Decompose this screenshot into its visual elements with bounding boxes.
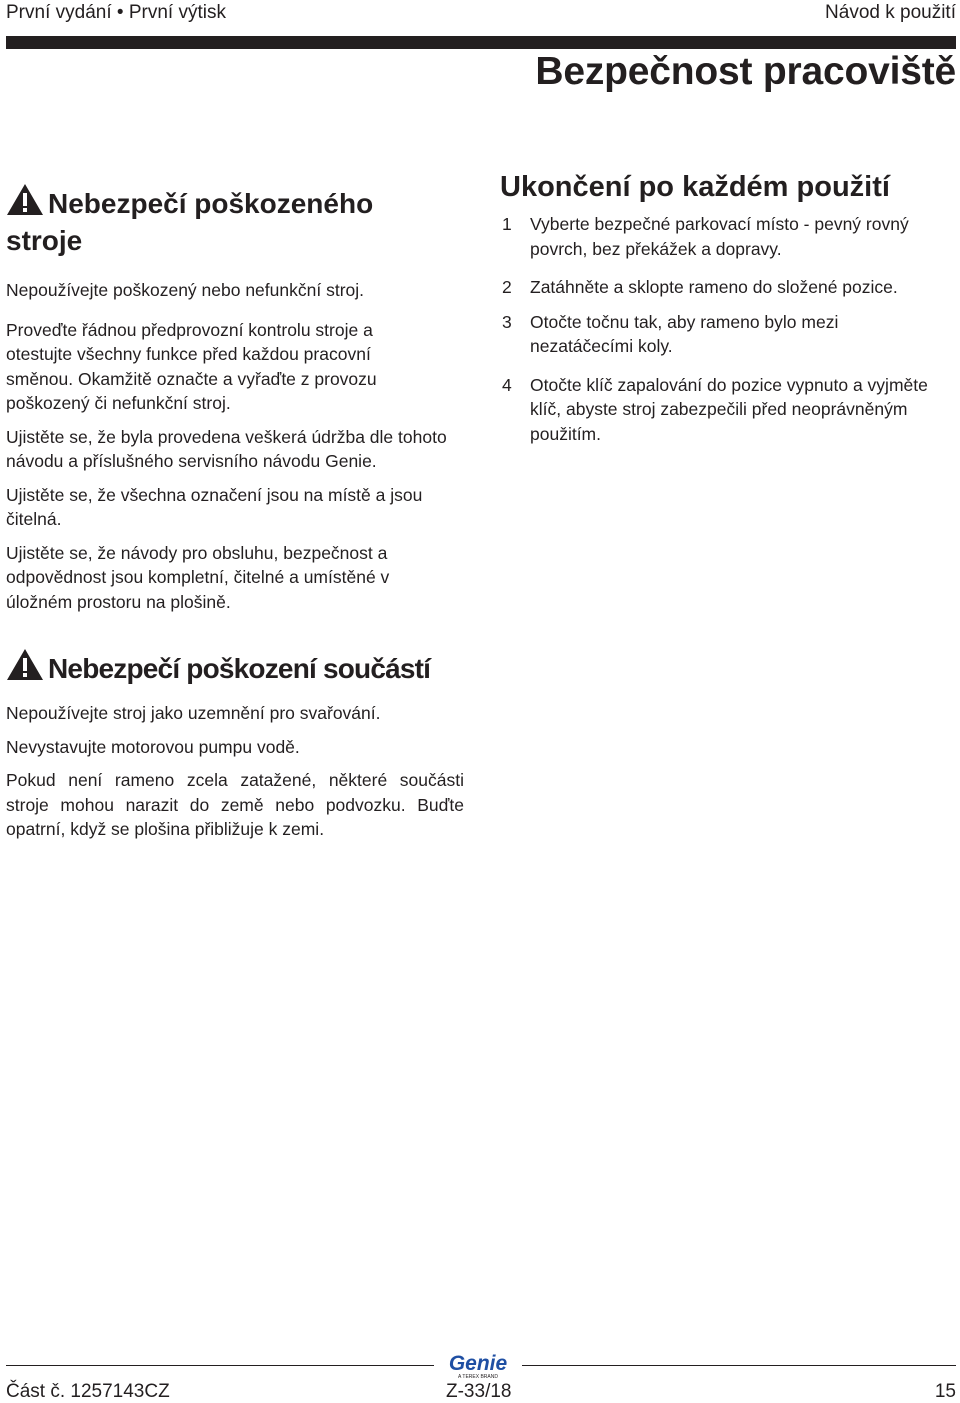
step-number: 1: [502, 214, 512, 234]
step-number: 4: [502, 374, 512, 395]
step-text: Otočte klíč zapalování do pozice vypnuto a vyjměte klíč, abyste stroj zabezpečili před neoprávněným použitím.: [530, 374, 928, 444]
right-column: [500, 170, 960, 460]
step-text: Vyberte bezpečné parkovací místo - pevný rovný povrch, bez překážek a dopravy.: [530, 214, 909, 259]
logo-subtitle: A TEREX BRAND: [458, 1374, 498, 1380]
footer-part-number: Část č. 1257143CZ: [6, 1381, 170, 1402]
header-manual: Návod k použití: [825, 2, 956, 23]
paragraph: Pokud není rameno zcela zatažené, některé součásti stroje mohou narazit do země nebo podvozku. Buďte opatrní, když se plošina přibližuje k zemi.: [6, 770, 464, 839]
left-column: [6, 183, 466, 851]
paragraph: Nepoužívejte stroj jako uzemnění pro svařování.: [6, 703, 381, 723]
paragraph: Ujistěte se, že návody pro obsluhu, bezpečnost a odpovědnost jsou kompletní, čitelné a umístěné v úložném prostoru na plošině.: [6, 542, 390, 612]
footer-page-number: 15: [934, 1381, 956, 1402]
warning-triangle-icon: [6, 183, 44, 224]
header-edition: První vydání • První výtisk: [6, 2, 226, 23]
footer-model: Z-33/18: [446, 1381, 512, 1402]
paragraph: Ujistěte se, že všechna označení jsou na místě a jsou čitelná.: [6, 484, 423, 529]
section-damaged-machine-body: [6, 278, 466, 614]
section-component-damage-heading: [6, 648, 466, 689]
paragraph: Ujistěte se, že byla provedena veškerá údržba dle tohoto návodu a příslušného servisního návodu Genie.: [6, 426, 447, 471]
list-item: [500, 310, 960, 359]
logo-wordmark: Genie: [448, 1352, 508, 1375]
step-text: Zatáhněte a sklopte rameno do složené pozice.: [530, 277, 898, 297]
step-number: 3: [502, 311, 512, 332]
section-component-damage-body: [6, 701, 466, 842]
genie-logo: [440, 1352, 516, 1380]
paragraph: Proveďte řádnou předprovozní kontrolu stroje a otestujte všechny funkce před každou pracovní směnou. Okamžitě označte a vyřaďte z provozu poškozený či nefunkční stroj.: [6, 319, 377, 413]
step-text: Otočte točnu tak, aby rameno bylo mezi nezatáčecími koly.: [530, 311, 839, 356]
paragraph: Nevystavujte motorovou pumpu vodě.: [6, 736, 300, 757]
section-damaged-machine-heading: [6, 183, 416, 258]
page-title: Bezpečnost pracoviště: [535, 50, 956, 93]
list-item: [500, 275, 960, 300]
paragraph: Nepoužívejte poškozený nebo nefunkční stroj.: [6, 280, 364, 300]
list-item: [500, 373, 960, 447]
list-item: [500, 212, 960, 261]
section-component-damage-title: Nebezpečí poškození součástí: [48, 653, 431, 684]
warning-triangle-icon: [6, 648, 44, 689]
footer-rule-right: [522, 1365, 956, 1366]
shutdown-steps-list: [500, 212, 960, 446]
footer-rule-left: [6, 1365, 434, 1366]
step-number: 2: [502, 277, 512, 297]
section-damaged-machine-title: Nebezpečí poškozeného stroje: [6, 188, 374, 256]
header-bar: [6, 36, 956, 49]
shutdown-heading: Ukončení po každém použití: [500, 171, 890, 203]
